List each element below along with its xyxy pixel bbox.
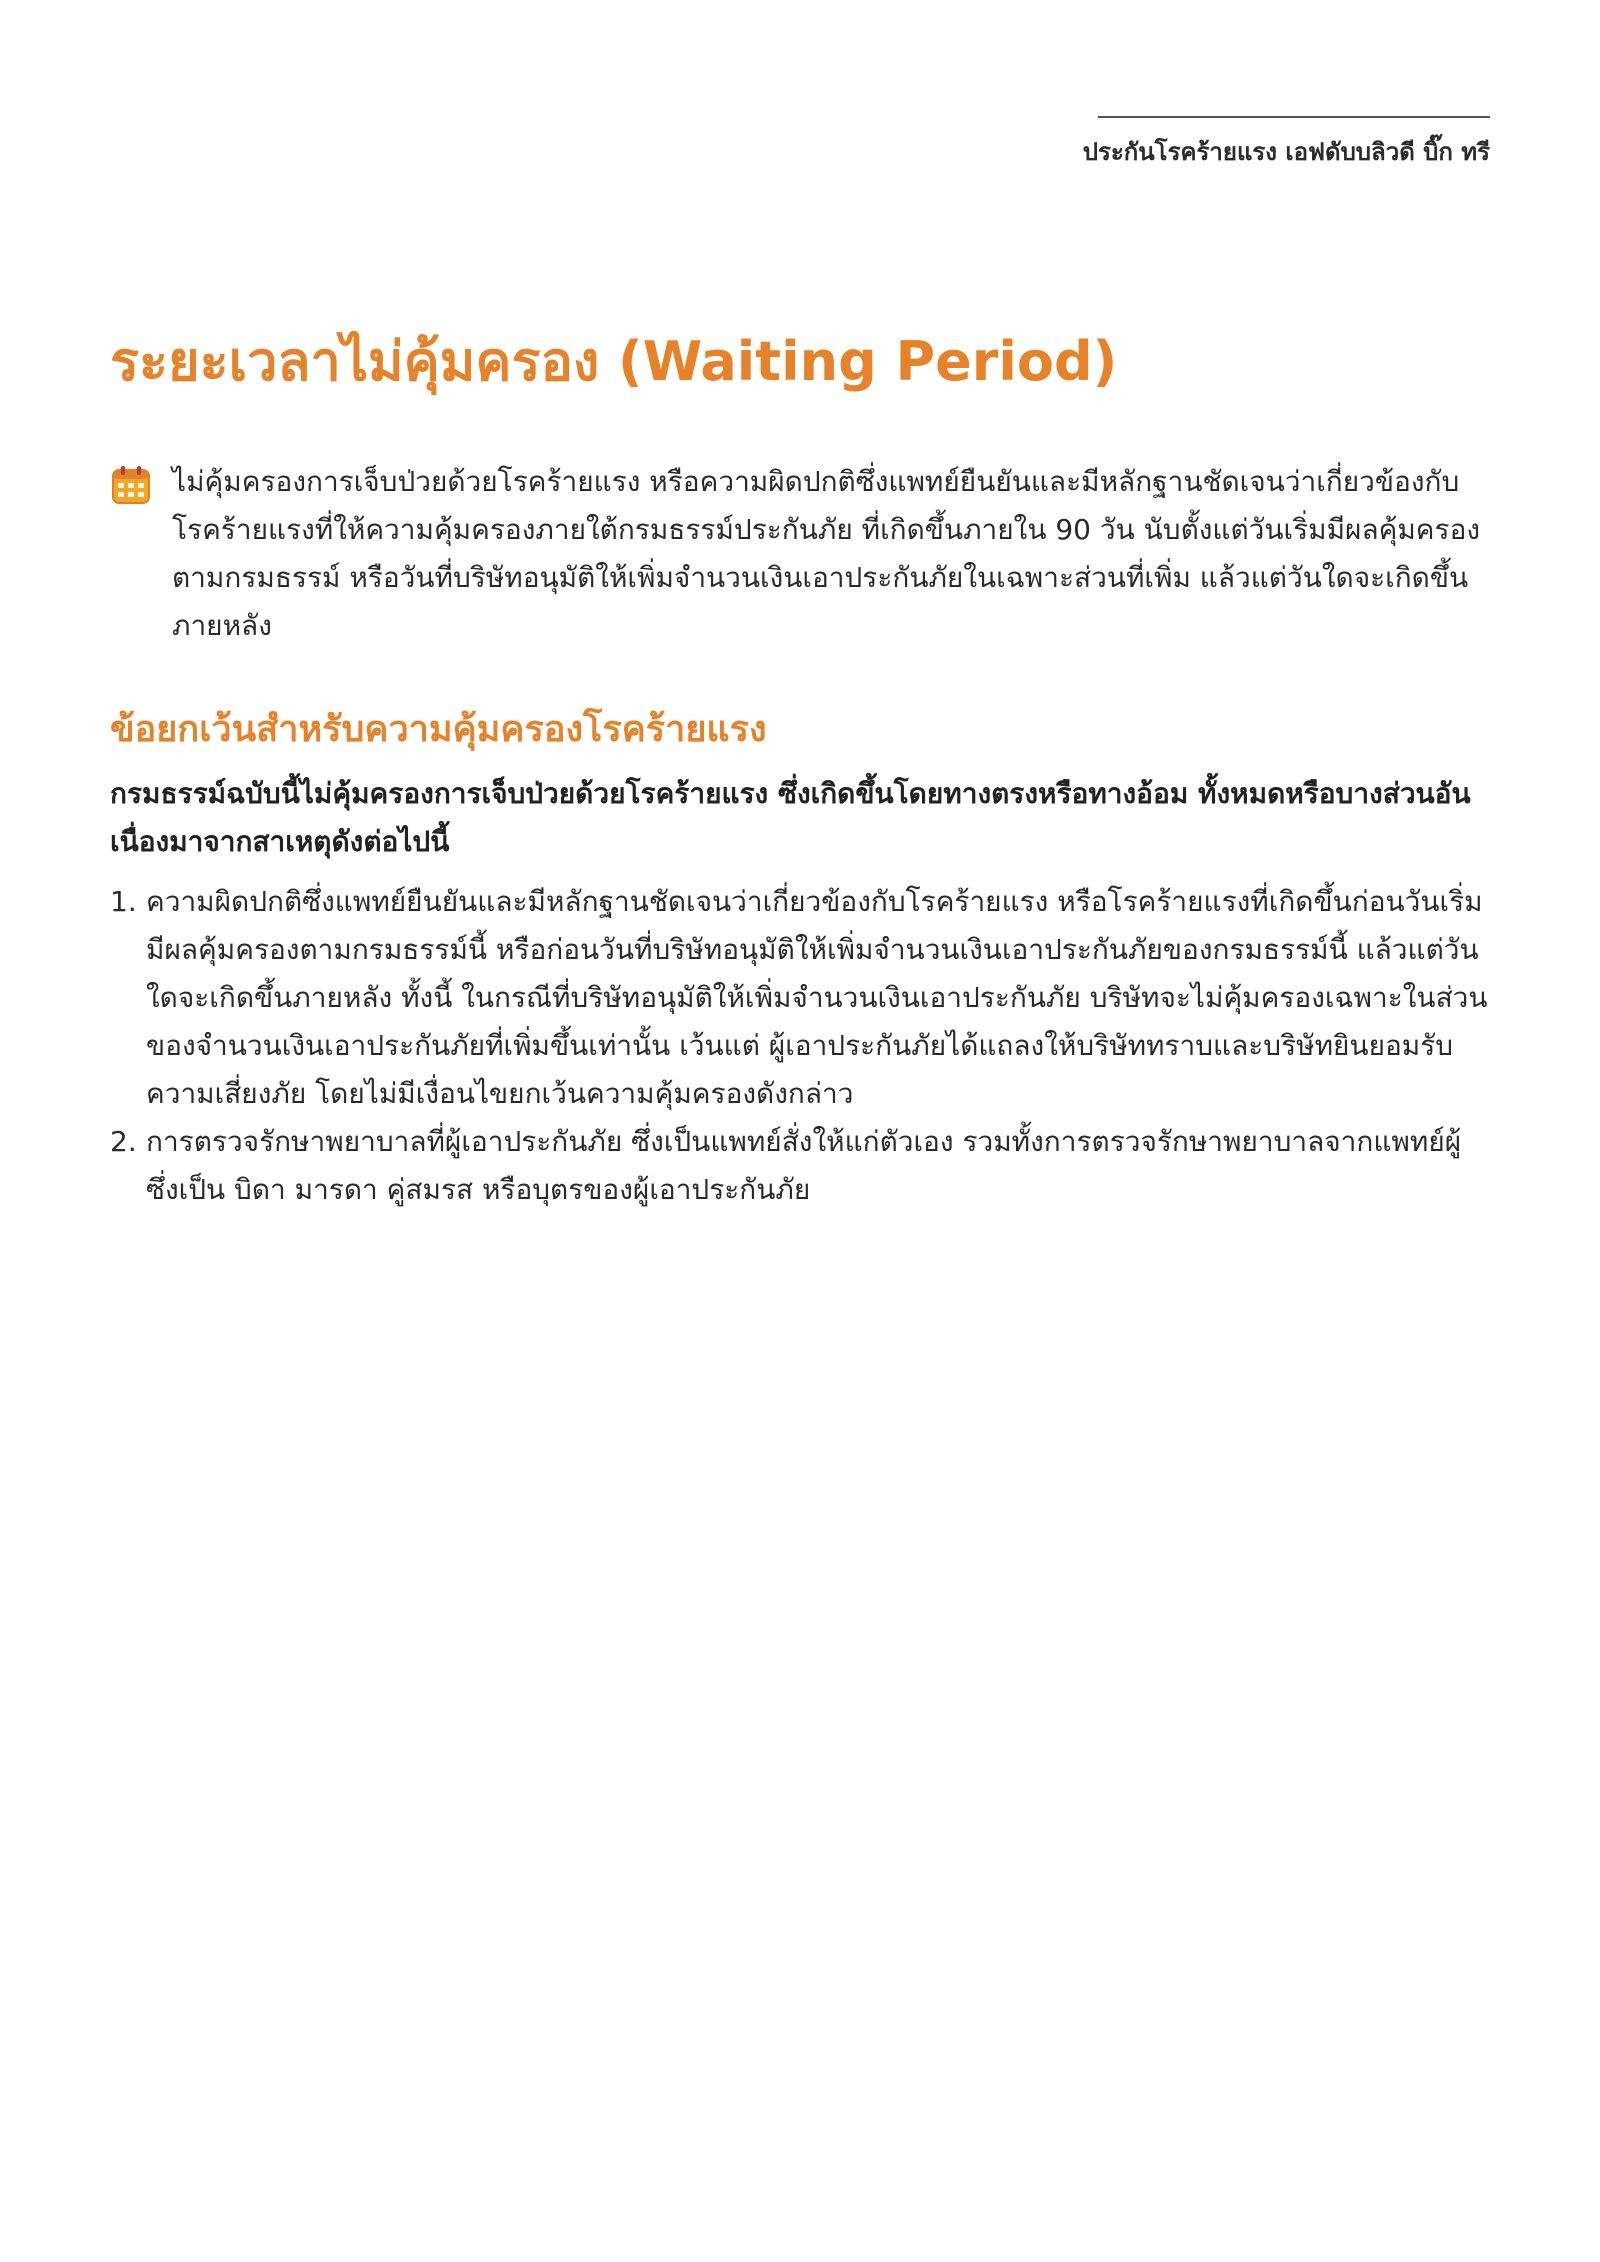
waiting-period-heading: ระยะเวลาไม่คุ้มครอง (Waiting Period) — [110, 330, 1118, 393]
exclusion-number: 2. — [110, 1125, 137, 1158]
waiting-period-text: ไม่คุ้มครองการเจ็บป่วยด้วยโรคร้ายแรง หรือความผิดปกติซึ่งแพทย์ยืนยันและมีหลักฐานชัดเจนว่าเกี่ยวข้องกับโรคร้ายแรงที่ให้ความคุ้มครองภายใต้กรมธรรม์ประกันภัย ที่เกิดขึ้นภายใน 90 วัน นับตั้งแต่วันเริ่มมีผลคุ้มครองตามกรมธรรม์ หรือวันที่บริษัทอนุมัติให้เพิ่มจำนวนเงินเอาประกันภัยในเฉพาะส่วนที่เพิ่ม แล้วแต่วันใดจะเกิดขึ้นภายหลัง — [172, 465, 1481, 642]
exclusions-list — [110, 878, 1490, 1214]
exclusion-item-2 — [110, 1118, 1490, 1214]
header-divider — [1098, 116, 1490, 118]
exclusions-intro: กรมธรรม์ฉบับนี้ไม่คุ้มครองการเจ็บป่วยด้วยโรคร้ายแรง ซึ่งเกิดขึ้นโดยทางตรงหรือทางอ้อม ทั้งหมดหรือบางส่วนอันเนื่องมาจากสาเหตุดังต่อไปนี้ — [110, 777, 1471, 858]
waiting-period-note — [110, 458, 1490, 650]
document-header-title: ประกันโรคร้ายแรง เอฟดับบลิวดี บิ๊ก ทรี — [1082, 138, 1490, 166]
exclusion-item-1 — [110, 878, 1490, 1118]
exclusion-text: ความผิดปกติซึ่งแพทย์ยืนยันและมีหลักฐานชัดเจนว่าเกี่ยวข้องกับโรคร้ายแรง หรือโรคร้ายแรงที่เกิดขึ้นก่อนวันเริ่มมีผลคุ้มครองตามกรมธรรม์นี้ หรือก่อนวันที่บริษัทอนุมัติให้เพิ่มจำนวนเงินเอาประกันภัยของกรมธรรม์นี้ แล้วแต่วันใดจะเกิดขึ้นภายหลัง ทั้งนี้ ในกรณีที่บริษัทอนุมัติให้เพิ่มจำนวนเงินเอาประกันภัย บริษัทจะไม่คุ้มครองเฉพาะในส่วนของจำนวนเงินเอาประกันภัยที่เพิ่มขึ้นเท่านั้น เว้นแต่ ผู้เอาประกันภัยได้แถลงให้บริษัททราบและบริษัทยินยอมรับความเสี่ยงภัย โดยไม่มีเงื่อนไขยกเว้นความคุ้มครองดังกล่าว — [146, 885, 1488, 1110]
exclusions-heading: ข้อยกเว้นสำหรับความคุ้มครองโรคร้ายแรง — [110, 709, 767, 750]
calendar-icon — [110, 464, 152, 506]
exclusion-text: การตรวจรักษาพยาบาลที่ผู้เอาประกันภัย ซึ่งเป็นแพทย์สั่งให้แก่ตัวเอง รวมทั้งการตรวจรักษาพยาบาลจากแพทย์ผู้ซึ่งเป็น บิดา มารดา คู่สมรส หรือบุตรของผู้เอาประกันภัย — [146, 1125, 1462, 1206]
exclusion-number: 1. — [110, 885, 137, 918]
